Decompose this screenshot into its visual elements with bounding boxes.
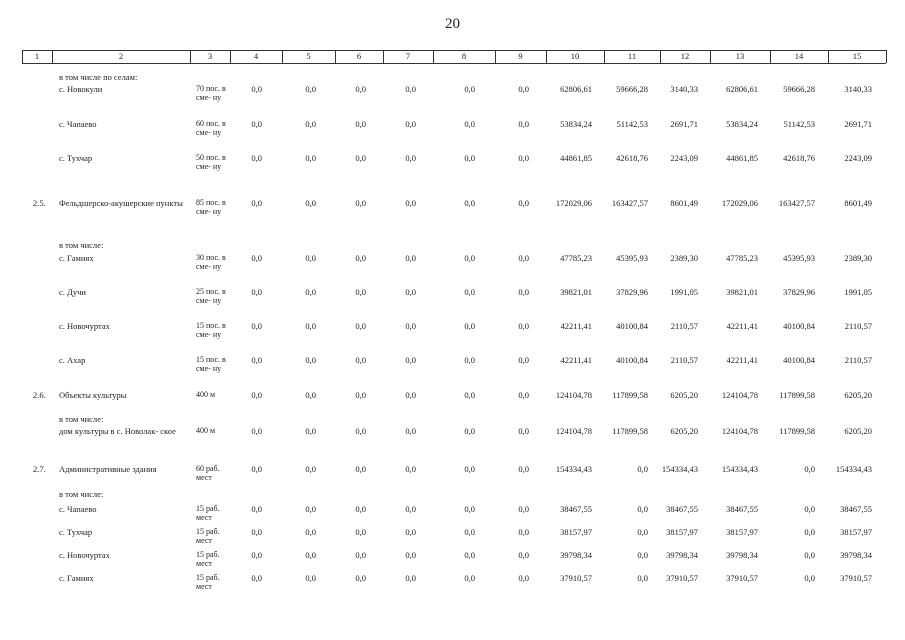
row-value-col-10: 38157,97 (560, 527, 592, 537)
row-value-col-5: 0,0 (305, 355, 316, 365)
row-value-col-13: 172029,06 (721, 198, 758, 208)
row-value-col-6: 0,0 (355, 153, 366, 163)
row-value-col-9: 0,0 (518, 253, 529, 263)
row-value-col-10: 39821,01 (560, 287, 592, 297)
header-column-13: 13 (735, 51, 745, 61)
row-value-col-9: 0,0 (518, 426, 529, 436)
row-value-col-8: 0,0 (464, 573, 475, 583)
row-value-col-13: 44861,85 (726, 153, 758, 163)
row-value-col-4: 0,0 (251, 198, 262, 208)
row-value-col-4: 0,0 (251, 390, 262, 400)
row-value-col-11: 0,0 (637, 527, 648, 537)
header-column-4: 4 (253, 51, 259, 61)
row-value-col-4: 0,0 (251, 321, 262, 331)
header-column-6: 6 (356, 51, 362, 61)
row-value-col-4: 0,0 (251, 84, 262, 94)
row-value-col-14: 42618,76 (783, 153, 815, 163)
row-value-col-14: 117899,58 (779, 390, 815, 400)
row-name: с. Дучи (59, 287, 86, 297)
row-value-col-12: 2691,71 (670, 119, 698, 129)
row-value-col-8: 0,0 (464, 287, 475, 297)
row-value-col-13: 47785,23 (726, 253, 758, 263)
row-value-col-15: 38157,97 (840, 527, 872, 537)
row-value-col-7: 0,0 (405, 550, 416, 560)
row-value-col-8: 0,0 (464, 153, 475, 163)
row-value-col-4: 0,0 (251, 504, 262, 514)
row-value-col-8: 0,0 (464, 84, 475, 94)
row-value-col-15: 3140,33 (844, 84, 872, 94)
row-value-col-12: 38467,55 (666, 504, 698, 514)
row-value-col-7: 0,0 (405, 527, 416, 537)
row-value-col-9: 0,0 (518, 119, 529, 129)
row-name: дом культуры в с. Новолак- ское (59, 426, 176, 436)
row-value-col-7: 0,0 (405, 426, 416, 436)
row-value-col-10: 42211,41 (560, 355, 592, 365)
row-value-col-5: 0,0 (305, 464, 316, 474)
row-value-col-10: 42211,41 (560, 321, 592, 331)
row-value-col-13: 38157,97 (726, 527, 758, 537)
row-value-col-11: 0,0 (637, 464, 648, 474)
row-value-col-6: 0,0 (355, 426, 366, 436)
header-column-2: 2 (118, 51, 124, 61)
row-name: с. Гамиях (59, 573, 94, 583)
row-value-col-12: 2110,57 (670, 355, 698, 365)
header-column-10: 10 (570, 51, 580, 61)
row-value-col-13: 53834,24 (726, 119, 758, 129)
row-unit: 15 раб. мест (196, 573, 220, 592)
row-value-col-15: 2110,57 (844, 355, 872, 365)
row-value-col-15: 2389,30 (844, 253, 872, 263)
row-value-col-12: 2389,30 (670, 253, 698, 263)
row-value-col-6: 0,0 (355, 287, 366, 297)
row-value-col-13: 154334,43 (721, 464, 758, 474)
header-column-8: 8 (461, 51, 467, 61)
row-value-col-6: 0,0 (355, 321, 366, 331)
row-name: с. Новочуртах (59, 321, 110, 331)
row-value-col-6: 0,0 (355, 253, 366, 263)
row-number: 2.6. (33, 390, 46, 400)
row-value-col-6: 0,0 (355, 355, 366, 365)
row-value-col-12: 6205,20 (670, 390, 698, 400)
row-value-col-10: 47785,23 (560, 253, 592, 263)
row-name: с. Новочуртах (59, 550, 110, 560)
row-value-col-6: 0,0 (355, 504, 366, 514)
row-value-col-12: 39798,34 (666, 550, 698, 560)
row-value-col-7: 0,0 (405, 198, 416, 208)
row-name: с. Гамиях (59, 253, 94, 263)
row-unit: 30 пос. в сме- ну (196, 253, 226, 272)
row-value-col-4: 0,0 (251, 527, 262, 537)
row-value-col-7: 0,0 (405, 253, 416, 263)
row-value-col-7: 0,0 (405, 464, 416, 474)
row-value-col-12: 38157,97 (666, 527, 698, 537)
row-value-col-8: 0,0 (464, 390, 475, 400)
row-name: с. Тухчар (59, 153, 93, 163)
row-name: в том числе: (59, 414, 104, 424)
row-value-col-11: 42618,76 (616, 153, 648, 163)
row-value-col-11: 0,0 (637, 504, 648, 514)
row-value-col-14: 0,0 (804, 527, 815, 537)
row-value-col-10: 44861,85 (560, 153, 592, 163)
row-name: с. Чапаево (59, 504, 97, 514)
row-value-col-5: 0,0 (305, 84, 316, 94)
row-name: с. Тухчар (59, 527, 93, 537)
row-value-col-9: 0,0 (518, 390, 529, 400)
row-value-col-15: 6205,20 (844, 426, 872, 436)
row-value-col-15: 37910,57 (840, 573, 872, 583)
row-value-col-8: 0,0 (464, 550, 475, 560)
row-value-col-10: 172029,06 (555, 198, 592, 208)
row-value-col-4: 0,0 (251, 253, 262, 263)
row-value-col-15: 6205,20 (844, 390, 872, 400)
row-value-col-4: 0,0 (251, 153, 262, 163)
row-unit: 15 раб. мест (196, 527, 220, 546)
row-value-col-9: 0,0 (518, 504, 529, 514)
row-value-col-13: 42211,41 (726, 321, 758, 331)
row-value-col-9: 0,0 (518, 527, 529, 537)
row-value-col-6: 0,0 (355, 573, 366, 583)
row-value-col-15: 2691,71 (844, 119, 872, 129)
row-value-col-7: 0,0 (405, 119, 416, 129)
row-value-col-6: 0,0 (355, 390, 366, 400)
row-value-col-11: 51142,53 (616, 119, 648, 129)
row-value-col-5: 0,0 (305, 153, 316, 163)
row-value-col-5: 0,0 (305, 504, 316, 514)
header-column-14: 14 (794, 51, 804, 61)
row-value-col-13: 62806,61 (726, 84, 758, 94)
row-value-col-4: 0,0 (251, 573, 262, 583)
row-value-col-12: 8601,49 (670, 198, 698, 208)
header-column-1: 1 (34, 51, 40, 61)
row-value-col-11: 0,0 (637, 550, 648, 560)
row-value-col-13: 38467,55 (726, 504, 758, 514)
row-value-col-10: 154334,43 (555, 464, 592, 474)
row-value-col-10: 124104,78 (555, 390, 592, 400)
row-name: в том числе по селам: (59, 72, 138, 82)
row-value-col-9: 0,0 (518, 355, 529, 365)
row-value-col-5: 0,0 (305, 390, 316, 400)
row-unit: 60 пос. в сме- ну (196, 119, 226, 138)
row-value-col-8: 0,0 (464, 198, 475, 208)
row-value-col-7: 0,0 (405, 287, 416, 297)
row-name: в том числе: (59, 489, 104, 499)
row-unit: 50 пос. в сме- ну (196, 153, 226, 172)
row-name: в том числе: (59, 240, 104, 250)
row-name: Объекты культуры (59, 390, 127, 400)
row-value-col-13: 42211,41 (726, 355, 758, 365)
row-value-col-11: 37829,96 (616, 287, 648, 297)
row-value-col-14: 51142,53 (783, 119, 815, 129)
row-value-col-14: 0,0 (804, 550, 815, 560)
row-value-col-8: 0,0 (464, 119, 475, 129)
row-value-col-11: 40100,84 (616, 355, 648, 365)
row-number: 2.5. (33, 198, 46, 208)
row-value-col-14: 45395,93 (783, 253, 815, 263)
row-value-col-9: 0,0 (518, 550, 529, 560)
row-value-col-6: 0,0 (355, 464, 366, 474)
header-column-9: 9 (518, 51, 523, 61)
row-value-col-7: 0,0 (405, 84, 416, 94)
row-value-col-10: 53834,24 (560, 119, 592, 129)
row-value-col-6: 0,0 (355, 198, 366, 208)
row-value-col-7: 0,0 (405, 390, 416, 400)
row-value-col-11: 40100,84 (616, 321, 648, 331)
row-name: с. Ахар (59, 355, 86, 365)
row-value-col-14: 59666,28 (783, 84, 815, 94)
row-value-col-11: 59666,28 (616, 84, 648, 94)
row-number: 2.7. (33, 464, 46, 474)
row-name: Фельдшерско-акушерские пункты (59, 198, 183, 208)
row-value-col-13: 124104,78 (721, 390, 758, 400)
row-value-col-11: 0,0 (637, 573, 648, 583)
row-value-col-6: 0,0 (355, 84, 366, 94)
row-value-col-8: 0,0 (464, 253, 475, 263)
row-value-col-5: 0,0 (305, 287, 316, 297)
row-value-col-8: 0,0 (464, 527, 475, 537)
row-unit: 85 пос. в сме- ну (196, 198, 226, 217)
row-value-col-4: 0,0 (251, 464, 262, 474)
row-value-col-14: 40100,84 (783, 355, 815, 365)
row-value-col-12: 1991,05 (670, 287, 698, 297)
row-value-col-4: 0,0 (251, 550, 262, 560)
row-value-col-9: 0,0 (518, 84, 529, 94)
row-value-col-9: 0,0 (518, 573, 529, 583)
row-unit: 400 м (196, 426, 216, 435)
row-value-col-7: 0,0 (405, 355, 416, 365)
row-value-col-12: 37910,57 (666, 573, 698, 583)
row-value-col-14: 117899,58 (779, 426, 815, 436)
row-name: с. Чапаево (59, 119, 97, 129)
row-value-col-11: 117899,58 (612, 426, 648, 436)
row-value-col-7: 0,0 (405, 153, 416, 163)
row-value-col-6: 0,0 (355, 550, 366, 560)
row-value-col-11: 117899,58 (612, 390, 648, 400)
row-value-col-5: 0,0 (305, 119, 316, 129)
row-value-col-5: 0,0 (305, 573, 316, 583)
row-value-col-7: 0,0 (405, 573, 416, 583)
row-value-col-9: 0,0 (518, 464, 529, 474)
header-bottom-border (22, 63, 886, 64)
row-value-col-12: 2243,09 (670, 153, 698, 163)
row-value-col-9: 0,0 (518, 287, 529, 297)
header-column-3: 3 (207, 51, 213, 61)
row-value-col-10: 37910,57 (560, 573, 592, 583)
header-column-5: 5 (306, 51, 311, 61)
row-value-col-14: 0,0 (804, 464, 815, 474)
row-unit: 15 пос. в сме- ну (196, 355, 226, 374)
row-unit: 15 раб. мест (196, 550, 220, 569)
page-number: 20 (445, 16, 460, 32)
row-value-col-5: 0,0 (305, 527, 316, 537)
header-column-divider (886, 50, 887, 63)
row-value-col-7: 0,0 (405, 321, 416, 331)
row-value-col-13: 37910,57 (726, 573, 758, 583)
row-value-col-5: 0,0 (305, 426, 316, 436)
row-value-col-10: 39798,34 (560, 550, 592, 560)
row-value-col-6: 0,0 (355, 119, 366, 129)
header-column-12: 12 (680, 51, 690, 61)
row-value-col-6: 0,0 (355, 527, 366, 537)
row-value-col-10: 62806,61 (560, 84, 592, 94)
row-value-col-7: 0,0 (405, 504, 416, 514)
row-value-col-11: 45395,93 (616, 253, 648, 263)
row-value-col-5: 0,0 (305, 198, 316, 208)
row-unit: 15 пос. в сме- ну (196, 321, 226, 340)
row-value-col-8: 0,0 (464, 355, 475, 365)
row-value-col-13: 39798,34 (726, 550, 758, 560)
row-value-col-4: 0,0 (251, 426, 262, 436)
row-name: Административные здания (59, 464, 157, 474)
row-value-col-8: 0,0 (464, 504, 475, 514)
row-value-col-8: 0,0 (464, 321, 475, 331)
row-value-col-12: 3140,33 (670, 84, 698, 94)
row-value-col-4: 0,0 (251, 287, 262, 297)
row-unit: 400 м (196, 390, 216, 399)
row-value-col-9: 0,0 (518, 198, 529, 208)
row-unit: 60 раб. мест (196, 464, 220, 483)
header-column-7: 7 (405, 51, 411, 61)
row-value-col-9: 0,0 (518, 153, 529, 163)
row-unit: 70 пос. в сме- ну (196, 84, 226, 103)
row-value-col-14: 40100,84 (783, 321, 815, 331)
row-value-col-12: 6205,20 (670, 426, 698, 436)
row-value-col-15: 2110,57 (844, 321, 872, 331)
row-value-col-15: 8601,49 (844, 198, 872, 208)
row-value-col-15: 2243,09 (844, 153, 872, 163)
row-value-col-13: 124104,78 (721, 426, 758, 436)
row-value-col-15: 154334,43 (835, 464, 872, 474)
row-value-col-8: 0,0 (464, 426, 475, 436)
row-value-col-5: 0,0 (305, 550, 316, 560)
row-value-col-9: 0,0 (518, 321, 529, 331)
row-value-col-12: 2110,57 (670, 321, 698, 331)
row-value-col-4: 0,0 (251, 119, 262, 129)
row-value-col-11: 163427,57 (611, 198, 648, 208)
row-value-col-13: 39821,01 (726, 287, 758, 297)
row-value-col-15: 1991,05 (844, 287, 872, 297)
row-value-col-10: 38467,55 (560, 504, 592, 514)
row-value-col-14: 0,0 (804, 504, 815, 514)
row-value-col-14: 163427,57 (778, 198, 815, 208)
row-value-col-15: 39798,34 (840, 550, 872, 560)
row-value-col-5: 0,0 (305, 253, 316, 263)
row-value-col-14: 37829,96 (783, 287, 815, 297)
row-value-col-10: 124104,78 (555, 426, 592, 436)
row-value-col-12: 154334,43 (661, 464, 698, 474)
row-value-col-14: 0,0 (804, 573, 815, 583)
row-unit: 15 раб. мест (196, 504, 220, 523)
row-value-col-4: 0,0 (251, 355, 262, 365)
row-value-col-8: 0,0 (464, 464, 475, 474)
header-column-11: 11 (627, 51, 637, 61)
header-column-15: 15 (852, 51, 862, 61)
row-name: с. Новокули (59, 84, 103, 94)
row-value-col-5: 0,0 (305, 321, 316, 331)
row-unit: 25 пос. в сме- ну (196, 287, 226, 306)
row-value-col-15: 38467,55 (840, 504, 872, 514)
